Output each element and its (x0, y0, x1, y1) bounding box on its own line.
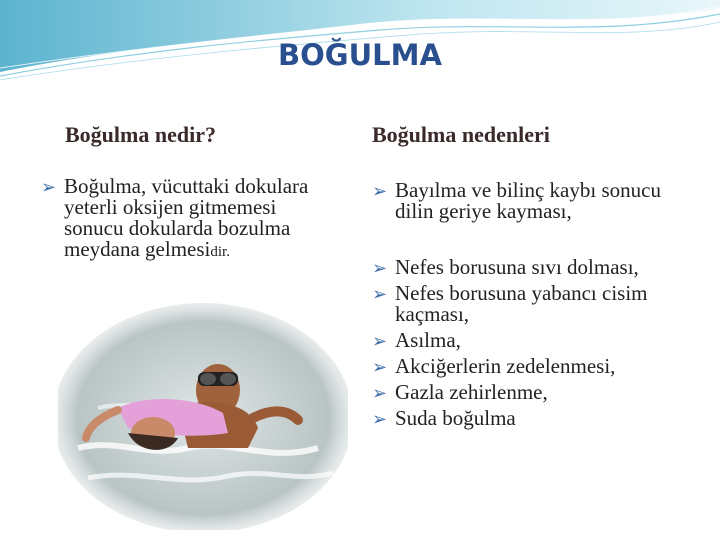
list-item (372, 257, 702, 278)
cause-text: Akciğerlerin zedelenmesi, (395, 354, 616, 378)
right-column-heading: Boğulma nedenleri (372, 122, 550, 147)
definition-suffix: dir. (210, 244, 230, 260)
definition-list (41, 176, 331, 263)
arrow-bullet-icon: ➢ (372, 383, 388, 404)
arrow-bullet-icon: ➢ (372, 331, 388, 352)
cause-text: Asılma, (395, 328, 461, 352)
list-item (372, 330, 702, 351)
cause-text: Nefes borusuna sıvı dolması, (395, 255, 639, 279)
arrow-bullet-icon: ➢ (41, 177, 57, 198)
list-item (372, 408, 702, 429)
list-item (372, 382, 702, 403)
rescue-photo (58, 298, 348, 530)
arrow-bullet-icon: ➢ (372, 181, 388, 202)
cause-text: Nefes borusuna yabancı cisim kaçması, (395, 281, 648, 326)
cause-text: Gazla zehirlenme, (395, 380, 548, 404)
page-title: BOĞULMA (278, 38, 442, 72)
list-item (372, 356, 702, 377)
arrow-bullet-icon: ➢ (372, 258, 388, 279)
list-item (41, 176, 331, 263)
arrow-bullet-icon: ➢ (372, 357, 388, 378)
list-item (372, 180, 702, 222)
list-item (372, 283, 702, 325)
causes-list (372, 180, 702, 434)
arrow-bullet-icon: ➢ (372, 284, 388, 305)
cause-text: Bayılma ve bilinç kaybı sonucu dilin geriye kayması, (395, 178, 661, 223)
arrow-bullet-icon: ➢ (372, 409, 388, 430)
left-column-heading: Boğulma nedir? (65, 122, 216, 147)
definition-text: Boğulma, vücuttaki dokulara yeterli oksijen gitmemesi sonucu dokularda bozulma meydana gelmesi (64, 174, 309, 261)
cause-text: Suda boğulma (395, 406, 516, 430)
